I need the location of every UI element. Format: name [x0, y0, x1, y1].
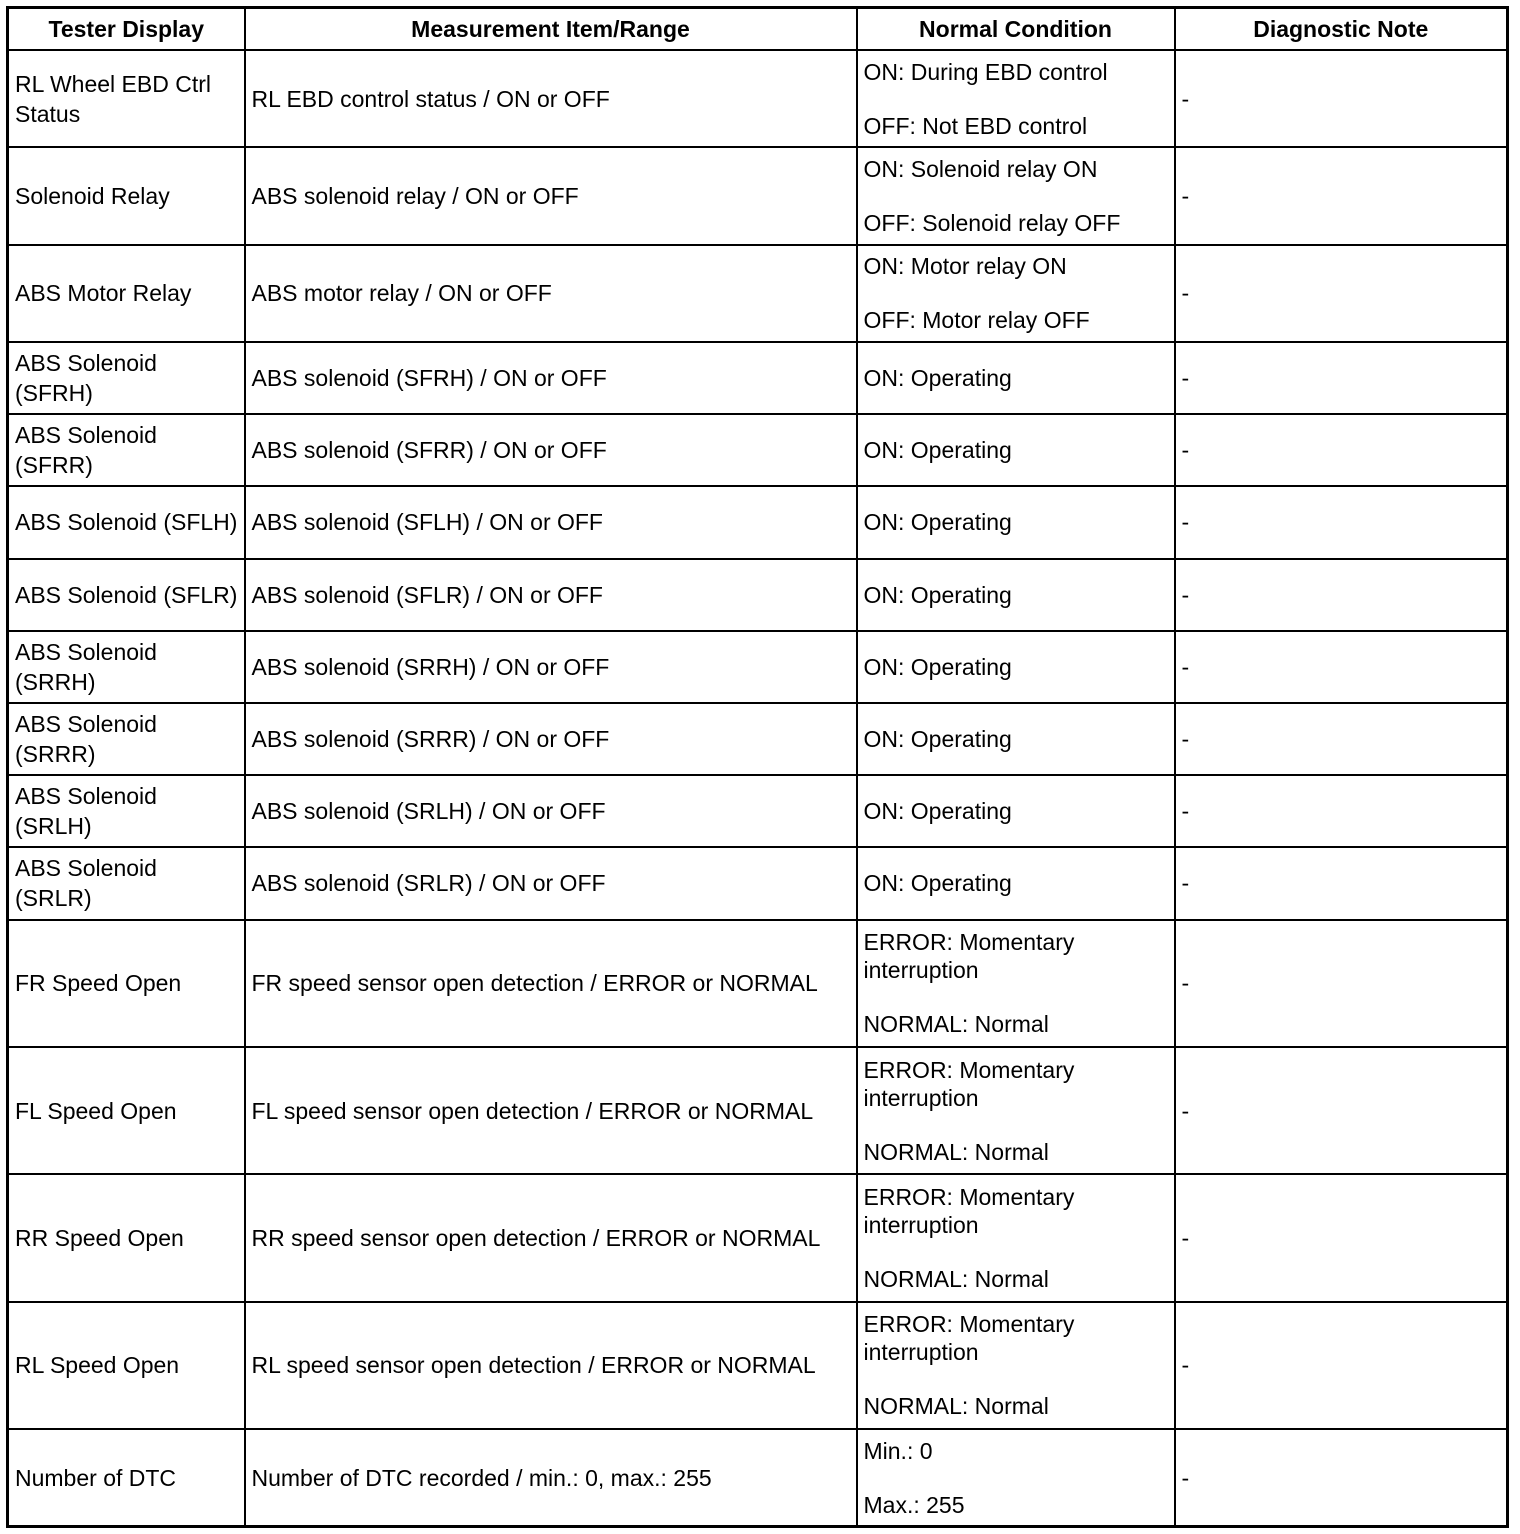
- normal-condition-cell: [857, 342, 1175, 414]
- header-tester-display: Tester Display: [8, 8, 245, 51]
- diagnostic-note-cell: -: [1175, 50, 1508, 147]
- diagnostic-note-cell: -: [1175, 1302, 1508, 1429]
- table-row: [8, 559, 1508, 631]
- diagnostic-note-cell: -: [1175, 1174, 1508, 1301]
- normal-condition-cell: [857, 1047, 1175, 1174]
- condition-line: ON: Operating: [863, 653, 1012, 680]
- table-row: [8, 50, 1508, 147]
- normal-condition-cell: [857, 50, 1175, 147]
- normal-condition-cell: [857, 245, 1175, 342]
- condition-line: ON: Operating: [863, 798, 1012, 825]
- tester-display-cell: FL Speed Open: [8, 1047, 245, 1174]
- condition-line: ERROR: Momentary interruption: [863, 1056, 1075, 1111]
- tester-display-cell: ABS Solenoid (SFLH): [8, 486, 245, 558]
- condition-line: OFF: Solenoid relay OFF: [863, 209, 1121, 236]
- measurement-item-cell: ABS solenoid (SRLH) / ON or OFF: [245, 775, 857, 847]
- tester-display-cell: ABS Solenoid (SRRR): [8, 703, 245, 775]
- condition-line: NORMAL: Normal: [863, 1011, 1049, 1038]
- table-row: [8, 1302, 1508, 1429]
- condition-line: ERROR: Momentary interruption: [863, 929, 1075, 984]
- tester-display-cell: ABS Solenoid (SRLR): [8, 847, 245, 919]
- table-row: [8, 1429, 1508, 1526]
- condition-line: ON: Motor relay ON: [863, 253, 1067, 280]
- condition-line: NORMAL: Normal: [863, 1266, 1049, 1293]
- diagnostic-note-cell: -: [1175, 559, 1508, 631]
- table-row: [8, 147, 1508, 244]
- table-row: [8, 486, 1508, 558]
- condition-line: ON: During EBD control: [863, 58, 1108, 85]
- measurement-item-cell: ABS solenoid (SFRR) / ON or OFF: [245, 414, 857, 486]
- condition-line: ERROR: Momentary interruption: [863, 1184, 1075, 1239]
- normal-condition-cell: [857, 486, 1175, 558]
- condition-line: ON: Operating: [863, 437, 1012, 464]
- tester-display-cell: ABS Solenoid (SFRR): [8, 414, 245, 486]
- diagnostic-note-cell: -: [1175, 1047, 1508, 1174]
- condition-line: ON: Operating: [863, 509, 1012, 536]
- normal-condition-cell: [857, 414, 1175, 486]
- diagnostic-note-cell: -: [1175, 414, 1508, 486]
- condition-line: NORMAL: Normal: [863, 1393, 1049, 1420]
- measurement-item-cell: ABS solenoid (SFLH) / ON or OFF: [245, 486, 857, 558]
- diagnostic-note-cell: -: [1175, 703, 1508, 775]
- condition-line: ON: Operating: [863, 726, 1012, 753]
- normal-condition-cell: [857, 775, 1175, 847]
- header-normal-condition: Normal Condition: [857, 8, 1175, 51]
- table-row: [8, 847, 1508, 919]
- condition-line: OFF: Motor relay OFF: [863, 307, 1090, 334]
- normal-condition-cell: [857, 631, 1175, 703]
- tester-display-cell: RR Speed Open: [8, 1174, 245, 1301]
- header-measurement-item: Measurement Item/Range: [245, 8, 857, 51]
- condition-line: NORMAL: Normal: [863, 1138, 1049, 1165]
- measurement-item-cell: ABS solenoid (SRRR) / ON or OFF: [245, 703, 857, 775]
- tester-display-cell: RL Speed Open: [8, 1302, 245, 1429]
- table-row: [8, 1174, 1508, 1301]
- normal-condition-cell: [857, 1429, 1175, 1526]
- normal-condition-cell: [857, 1302, 1175, 1429]
- diagnostic-note-cell: -: [1175, 631, 1508, 703]
- measurement-item-cell: RL speed sensor open detection / ERROR or NORMAL: [245, 1302, 857, 1429]
- tester-display-cell: Number of DTC: [8, 1429, 245, 1526]
- tester-display-cell: ABS Solenoid (SFRH): [8, 342, 245, 414]
- condition-line: ON: Operating: [863, 364, 1012, 391]
- normal-condition-cell: [857, 559, 1175, 631]
- tester-display-cell: ABS Solenoid (SFLR): [8, 559, 245, 631]
- condition-line: ON: Operating: [863, 870, 1012, 897]
- table-row: [8, 631, 1508, 703]
- measurement-item-cell: ABS solenoid (SFLR) / ON or OFF: [245, 559, 857, 631]
- measurement-item-cell: RL EBD control status / ON or OFF: [245, 50, 857, 147]
- tester-display-cell: FR Speed Open: [8, 920, 245, 1047]
- table-row: [8, 1047, 1508, 1174]
- header-row: [8, 8, 1508, 51]
- measurement-item-cell: RR speed sensor open detection / ERROR or NORMAL: [245, 1174, 857, 1301]
- normal-condition-cell: [857, 1174, 1175, 1301]
- measurement-item-cell: ABS solenoid (SRLR) / ON or OFF: [245, 847, 857, 919]
- normal-condition-cell: [857, 847, 1175, 919]
- table-row: [8, 414, 1508, 486]
- condition-line: ERROR: Momentary interruption: [863, 1311, 1075, 1366]
- tester-display-cell: ABS Solenoid (SRLH): [8, 775, 245, 847]
- condition-line: Min.: 0: [863, 1437, 933, 1464]
- normal-condition-cell: [857, 147, 1175, 244]
- data-list-table: [6, 6, 1509, 1528]
- table-row: [8, 703, 1508, 775]
- normal-condition-cell: [857, 703, 1175, 775]
- measurement-item-cell: FL speed sensor open detection / ERROR or NORMAL: [245, 1047, 857, 1174]
- condition-line: OFF: Not EBD control: [863, 112, 1088, 139]
- diagnostic-note-cell: -: [1175, 486, 1508, 558]
- diagnostic-note-cell: -: [1175, 342, 1508, 414]
- table-row: [8, 245, 1508, 342]
- condition-line: ON: Solenoid relay ON: [863, 155, 1098, 182]
- diagnostic-note-cell: -: [1175, 920, 1508, 1047]
- measurement-item-cell: FR speed sensor open detection / ERROR or NORMAL: [245, 920, 857, 1047]
- diagnostic-note-cell: -: [1175, 245, 1508, 342]
- diagnostic-note-cell: -: [1175, 847, 1508, 919]
- normal-condition-cell: [857, 920, 1175, 1047]
- condition-line: ON: Operating: [863, 581, 1012, 608]
- diagnostic-note-cell: -: [1175, 775, 1508, 847]
- header-diagnostic-note: Diagnostic Note: [1175, 8, 1508, 51]
- measurement-item-cell: ABS solenoid (SRRH) / ON or OFF: [245, 631, 857, 703]
- tester-display-cell: Solenoid Relay: [8, 147, 245, 244]
- diagnostic-note-cell: -: [1175, 147, 1508, 244]
- table-row: [8, 920, 1508, 1047]
- measurement-item-cell: Number of DTC recorded / min.: 0, max.: 255: [245, 1429, 857, 1526]
- measurement-item-cell: ABS solenoid relay / ON or OFF: [245, 147, 857, 244]
- table-row: [8, 775, 1508, 847]
- condition-line: Max.: 255: [863, 1491, 965, 1518]
- diagnostic-note-cell: -: [1175, 1429, 1508, 1526]
- table-row: [8, 342, 1508, 414]
- measurement-item-cell: ABS motor relay / ON or OFF: [245, 245, 857, 342]
- tester-display-cell: RL Wheel EBD Ctrl Status: [8, 50, 245, 147]
- tester-display-cell: ABS Solenoid (SRRH): [8, 631, 245, 703]
- tester-display-cell: ABS Motor Relay: [8, 245, 245, 342]
- measurement-item-cell: ABS solenoid (SFRH) / ON or OFF: [245, 342, 857, 414]
